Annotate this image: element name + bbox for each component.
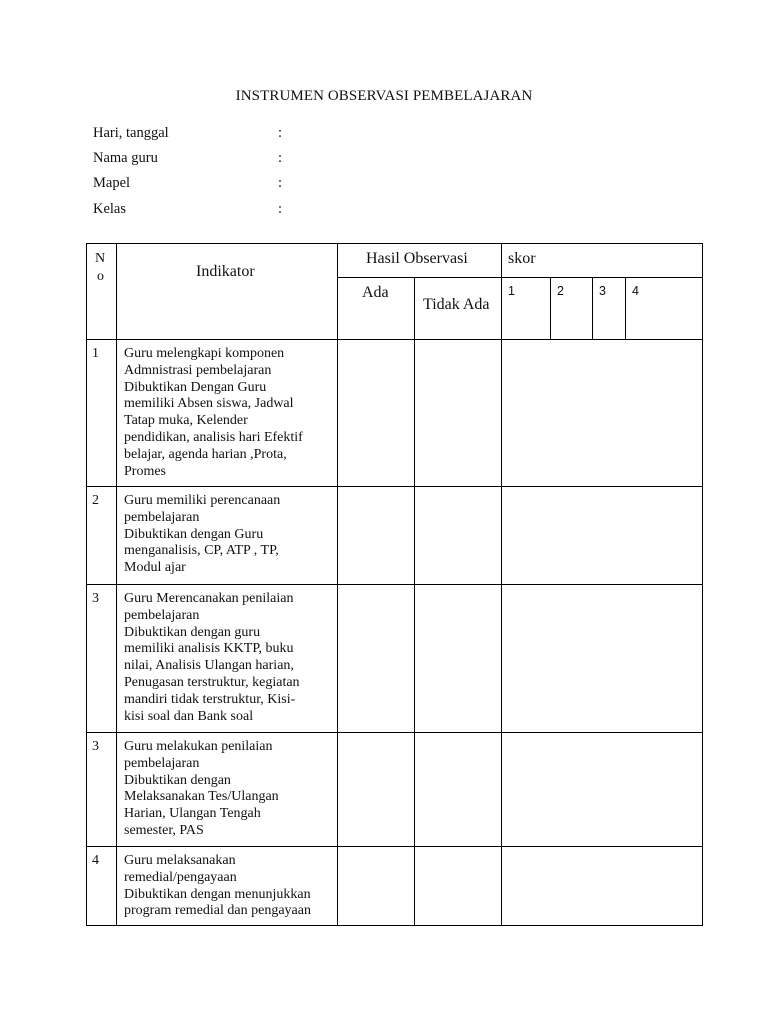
header-skor-4: 4 <box>632 284 639 298</box>
table-border-right <box>702 243 703 926</box>
row-number: 1 <box>92 346 99 361</box>
table-divider <box>86 732 703 733</box>
table-divider <box>550 277 551 339</box>
field-label-mapel: Mapel <box>93 175 131 191</box>
row-indikator: Guru melakukan penilaian pembelajaran Dibuktikan dengan Melaksanakan Tes/Ulangan Harian, Ulangan Tengah semester, PAS <box>124 739 279 838</box>
row-number: 4 <box>92 853 99 868</box>
header-tidak-ada: Tidak Ada <box>423 296 490 313</box>
table-divider <box>86 584 703 585</box>
table-divider <box>86 486 703 487</box>
row-indikator: Guru melengkapi komponen Admnistrasi pembelajaran Dibuktikan Dengan Guru memiliki Absen siswa, Jadwal Tatap muka, Kelender pendidikan, analisis hari Efektif belajar, agenda harian ,Prota, Promes <box>124 346 303 479</box>
field-colon: : <box>278 175 283 191</box>
header-skor: skor <box>508 250 536 267</box>
header-no: N <box>95 251 106 266</box>
table-divider <box>86 339 703 340</box>
field-colon: : <box>278 150 283 166</box>
header-skor-2: 2 <box>557 284 564 298</box>
table-divider <box>501 243 502 926</box>
table-divider <box>625 277 626 339</box>
document-title: INSTRUMEN OBSERVASI PEMBELAJARAN <box>235 88 533 104</box>
header-no-cont: o <box>97 269 104 284</box>
table-border-top <box>86 243 703 244</box>
field-label-nama-guru: Nama guru <box>93 150 158 166</box>
row-indikator: Guru melaksanakan remedial/pengayaan Dibuktikan dengan menunjukkan program remedial dan pengayaan <box>124 853 311 919</box>
field-label-hari-tanggal: Hari, tanggal <box>93 125 169 141</box>
table-divider <box>414 277 415 926</box>
table-divider <box>116 243 117 926</box>
field-colon: : <box>278 125 283 141</box>
header-skor-1: 1 <box>508 284 515 298</box>
row-number: 3 <box>92 739 99 754</box>
row-number: 3 <box>92 591 99 606</box>
row-number: 2 <box>92 493 99 508</box>
row-indikator: Guru memiliki perencanaan pembelajaran Dibuktikan dengan Guru menganalisis, CP, ATP , TP, Modul ajar <box>124 493 281 576</box>
field-label-kelas: Kelas <box>93 201 127 217</box>
header-skor-3: 3 <box>599 284 606 298</box>
table-border-bottom <box>86 925 703 926</box>
table-divider <box>337 277 703 278</box>
field-colon: : <box>278 201 283 217</box>
table-divider <box>592 277 593 339</box>
row-indikator: Guru Merencanakan penilaian pembelajaran Dibuktikan dengan guru memiliki analisis KKTP, buku nilai, Analisis Ulangan harian, Penugasan terstruktur, kegiatan mandiri tidak terstruktur, Kisi- kisi soal dan Bank soal <box>124 591 300 724</box>
header-ada: Ada <box>362 284 389 301</box>
header-hasil-observasi: Hasil Observasi <box>366 250 468 267</box>
header-indikator: Indikator <box>196 263 255 280</box>
table-divider <box>86 846 703 847</box>
table-border-left <box>86 243 87 926</box>
